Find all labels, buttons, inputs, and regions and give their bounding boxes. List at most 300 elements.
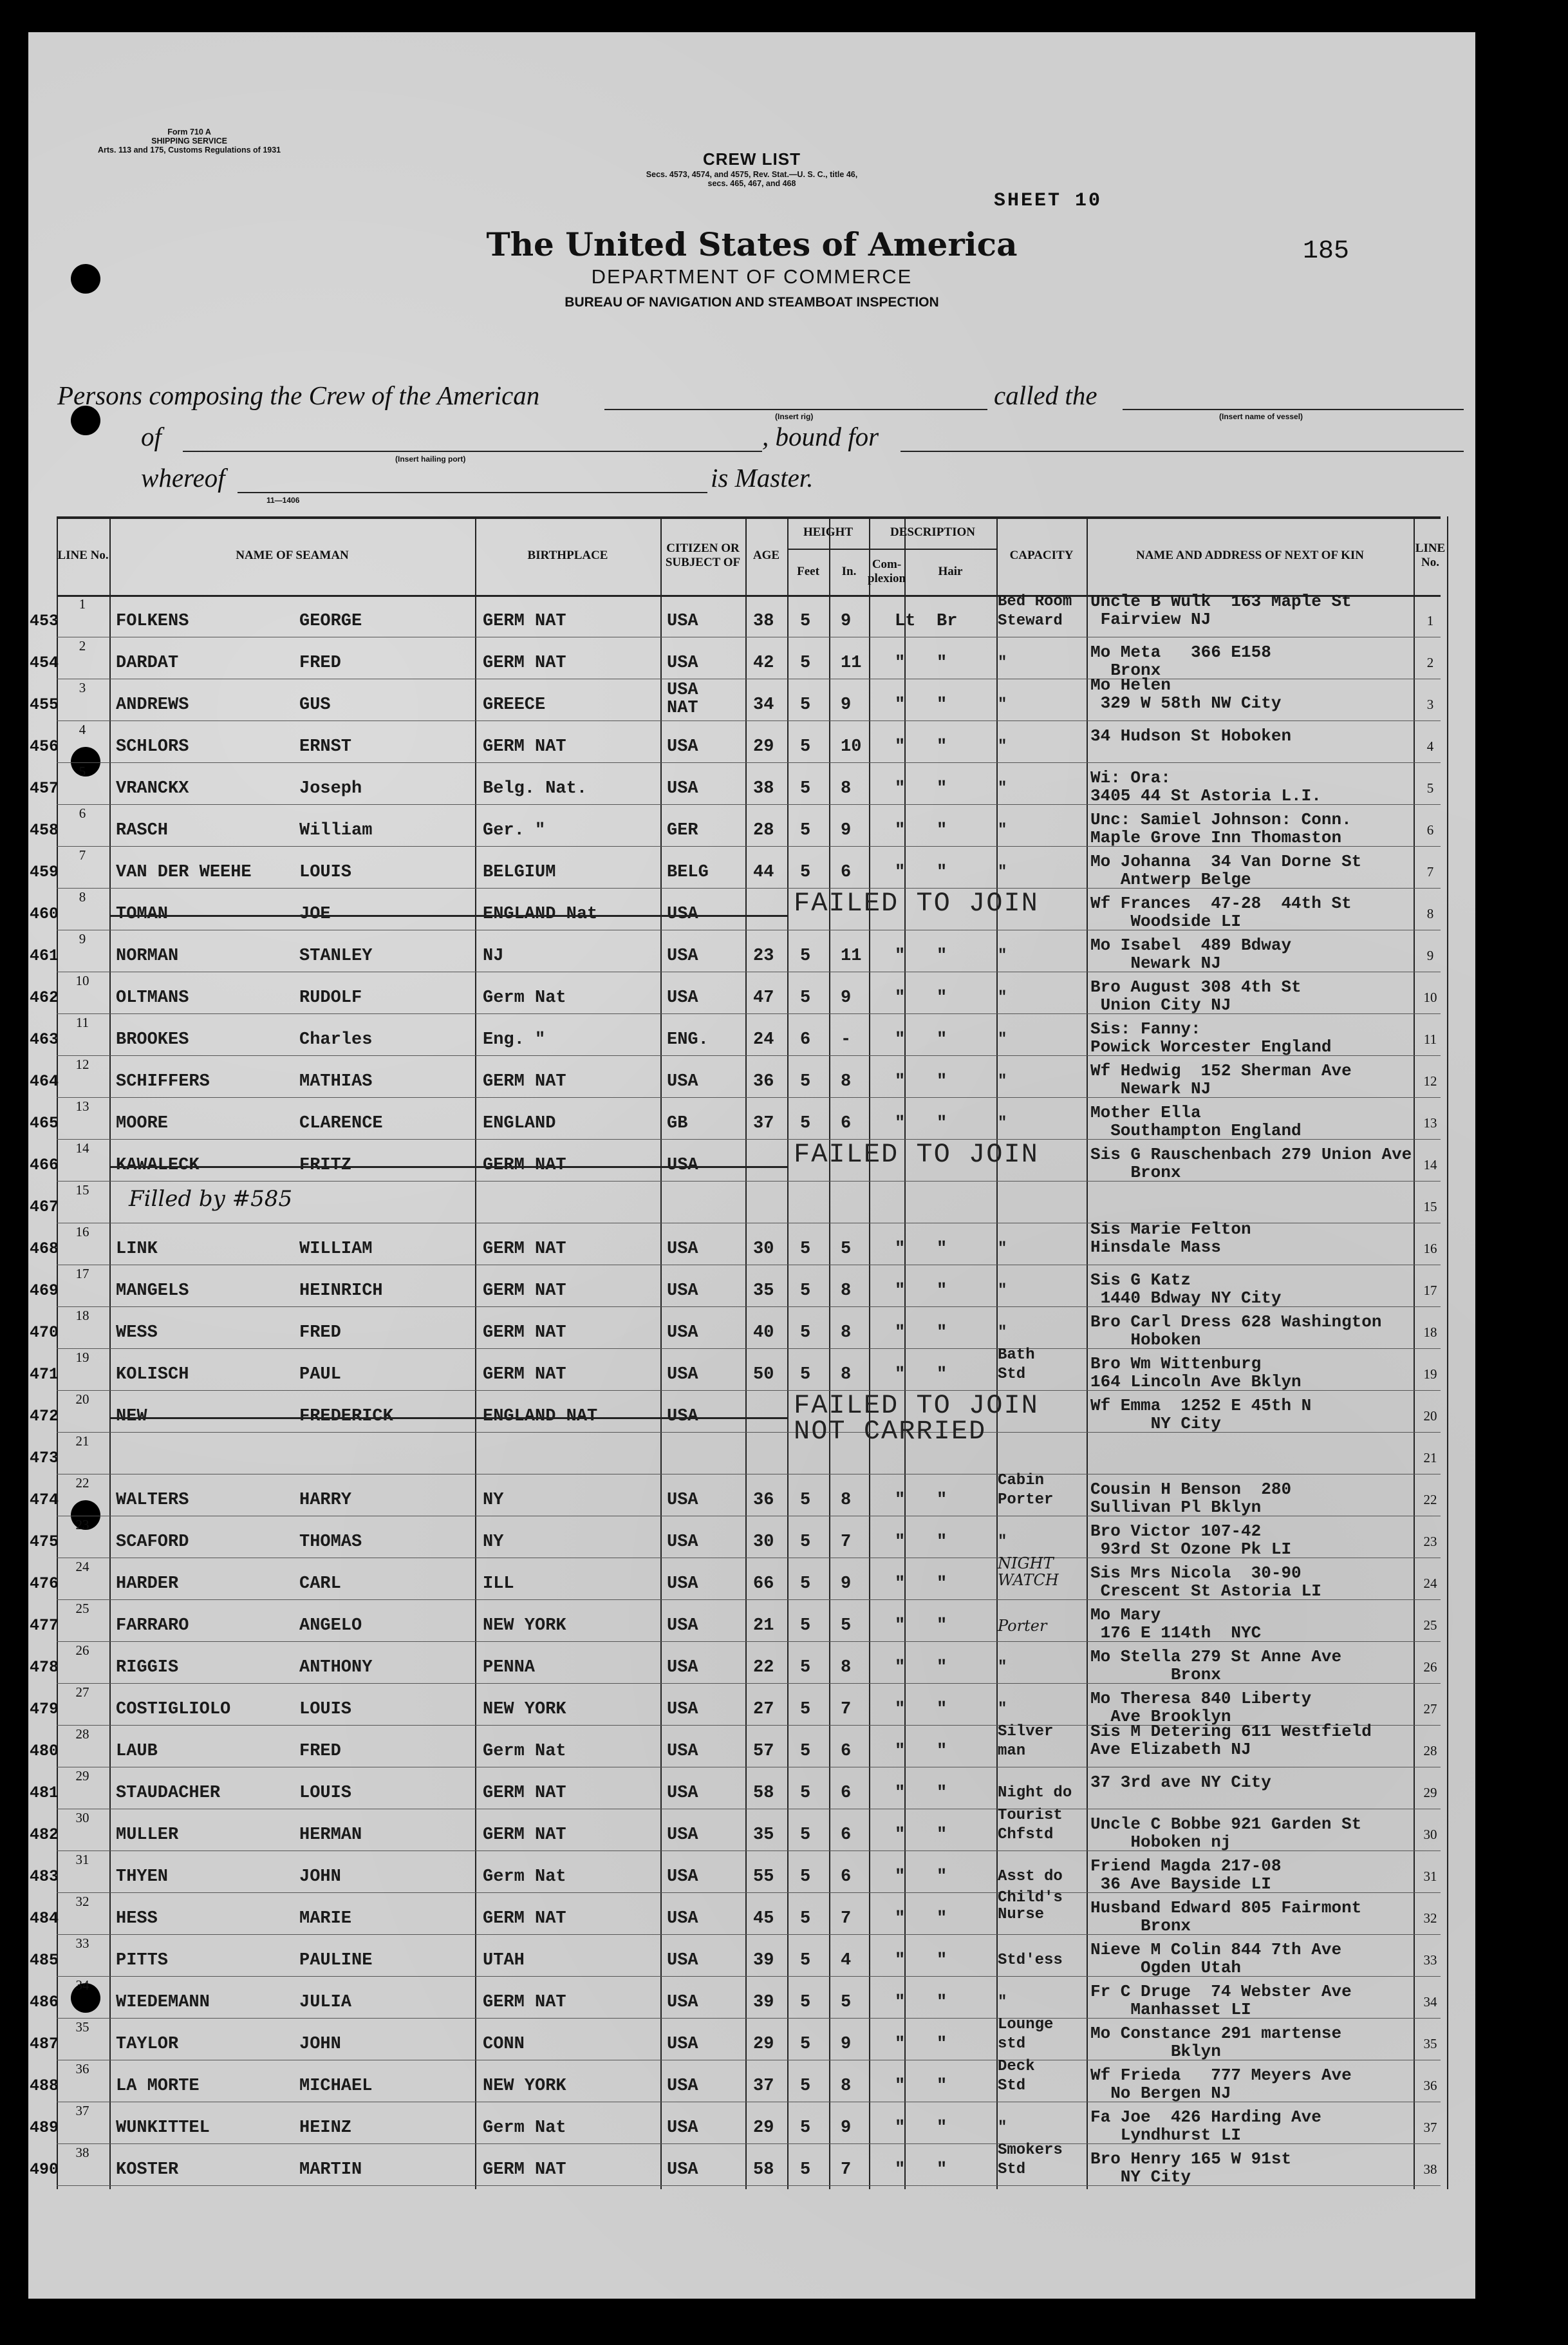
seaman-surname: OLTMANS: [116, 988, 189, 1008]
seaman-surname: LA MORTE: [116, 2077, 200, 2096]
of-label: of: [141, 422, 162, 451]
height-feet: 5: [800, 1616, 811, 1635]
insert-vessel-note: (Insert name of vessel): [1219, 412, 1303, 421]
seaman-given-name: LOUIS: [299, 863, 352, 882]
capacity: ": [998, 1073, 1007, 1090]
capacity: man: [998, 1742, 1026, 1760]
line-number: 23: [75, 1517, 89, 1532]
complexion: ": [895, 695, 906, 715]
crew-reference-number: 487: [30, 2035, 59, 2053]
line-number: 30: [75, 1810, 89, 1825]
height-feet: 5: [800, 612, 811, 631]
complexion: ": [895, 1993, 906, 2012]
crew-reference-number: 489: [30, 2118, 59, 2137]
line-number-right: 31: [1423, 1869, 1437, 1884]
hair: ": [937, 1909, 947, 1928]
seaman-surname: BROOKES: [116, 1030, 189, 1050]
hair: ": [937, 2035, 947, 2054]
seaman-given-name: CARL: [299, 1574, 341, 1594]
birthplace: ILL: [483, 1574, 514, 1594]
height-inches: 9: [841, 2118, 852, 2138]
line-number-right: 13: [1423, 1115, 1437, 1131]
complexion: ": [895, 2118, 906, 2138]
seaman-given-name: HEINZ: [299, 2118, 352, 2138]
seaman-given-name: ERNST: [299, 737, 352, 757]
birthplace: GERM NAT: [483, 1993, 566, 2012]
seaman-given-name: JOHN: [299, 1867, 341, 1887]
age: 39: [753, 1951, 774, 1970]
seaman-surname: DARDAT: [116, 654, 179, 673]
seaman-given-name: MICHAEL: [299, 2077, 373, 2096]
next-of-kin: Mo Constance 291 martense Bklyn: [1090, 2024, 1342, 2061]
complexion: ": [895, 1574, 906, 1594]
citizenship: USA: [667, 1323, 698, 1342]
seaman-given-name: LOUIS: [299, 1784, 352, 1803]
seaman-surname: WALTERS: [116, 1491, 189, 1510]
age: 57: [753, 1742, 774, 1761]
line-number: 4: [79, 722, 86, 737]
birthplace: GERM NAT: [483, 737, 566, 757]
birthplace: ENGLAND: [483, 1114, 556, 1133]
citizenship: USA: [667, 1784, 698, 1803]
birthplace: NEW YORK: [483, 1616, 566, 1635]
birthplace: Germ Nat: [483, 1867, 566, 1887]
citizenship: USA: [667, 1825, 698, 1845]
height-feet: 5: [800, 1532, 811, 1552]
capacity: Std: [998, 2077, 1026, 2095]
age: 23: [753, 946, 774, 966]
citizenship: USA: [667, 737, 698, 757]
capacity: ": [998, 654, 1007, 672]
height-inches: 8: [841, 1365, 852, 1384]
seaman-surname: HESS: [116, 1909, 158, 1928]
complexion: ": [895, 1658, 906, 1677]
is-master-label: is Master.: [711, 463, 814, 493]
crew-reference-number: 479: [30, 1700, 59, 1719]
next-of-kin: Husband Edward 805 Fairmont Bronx: [1090, 1898, 1362, 1935]
height-feet: 5: [800, 1825, 811, 1845]
seaman-given-name: CLARENCE: [299, 1114, 383, 1133]
birthplace: GERM NAT: [483, 2160, 566, 2180]
capacity: ": [998, 738, 1007, 755]
crew-reference-number: 475: [30, 1532, 59, 1551]
line-number: 34: [75, 1977, 89, 1993]
next-of-kin: Bro Victor 107-42 93rd St Ozone Pk LI: [1090, 1521, 1292, 1559]
height-inches: 8: [841, 1658, 852, 1677]
age: 36: [753, 1491, 774, 1510]
header-birthplace: BIRTHPLACE: [527, 549, 608, 562]
height-feet: 5: [800, 654, 811, 673]
crew-reference-number: 469: [30, 1281, 59, 1300]
height-inches: 6: [841, 1867, 852, 1887]
hair: ": [937, 737, 947, 757]
crew-reference-number: 484: [30, 1909, 59, 1928]
age: 58: [753, 2160, 774, 2180]
seaman-given-name: GEORGE: [299, 612, 362, 631]
complexion: ": [895, 1825, 906, 1845]
line-number: 9: [79, 931, 86, 946]
birthplace: PENNA: [483, 1658, 536, 1677]
birthplace: NEW YORK: [483, 2077, 566, 2096]
line-number-right: 26: [1423, 1659, 1437, 1675]
next-of-kin: Unc: Samiel Johnson: Conn. Maple Grove Inn Thomaston: [1090, 810, 1352, 847]
capacity: ": [998, 1240, 1007, 1257]
seaman-given-name: FRED: [299, 654, 341, 673]
capacity: Steward: [998, 612, 1063, 630]
header-next-of-kin: NAME AND ADDRESS OF NEXT OF KIN: [1135, 549, 1364, 562]
birthplace: GERM NAT: [483, 612, 566, 631]
height-feet: 5: [800, 779, 811, 798]
line-number-right: 18: [1423, 1324, 1437, 1340]
capacity: ": [998, 1115, 1007, 1132]
citizenship: USA: [667, 654, 698, 673]
hair: ": [937, 1951, 947, 1970]
height-inches: 10: [841, 737, 862, 757]
hair: ": [937, 1532, 947, 1552]
hair: ": [937, 1239, 947, 1259]
insert-port-note: (Insert hailing port): [395, 455, 466, 464]
hair: ": [937, 1030, 947, 1050]
line-number: 5: [79, 764, 86, 779]
seaman-given-name: PAULINE: [299, 1951, 373, 1970]
age: 30: [753, 1239, 774, 1259]
height-feet: 6: [800, 1030, 811, 1050]
seaman-surname: RASCH: [116, 821, 169, 840]
birthplace: GERM NAT: [483, 1825, 566, 1845]
hair: ": [937, 1658, 947, 1677]
crew-reference-number: 473: [30, 1449, 59, 1467]
capacity: Porter: [998, 1491, 1054, 1509]
next-of-kin: Bro August 308 4th St Union City NJ: [1090, 977, 1302, 1015]
line-number-right: 33: [1423, 1952, 1437, 1968]
height-inches: 8: [841, 1491, 852, 1510]
hair: ": [937, 1281, 947, 1301]
citizenship: USA: [667, 1951, 698, 1970]
next-of-kin: Wf Hedwig 152 Sherman Ave Newark NJ: [1090, 1061, 1352, 1098]
next-of-kin: Mo Theresa 840 Liberty Ave Brooklyn: [1090, 1689, 1312, 1726]
age: 37: [753, 2077, 774, 2096]
next-of-kin: Mo Helen 329 W 58th NW City: [1090, 675, 1282, 713]
age: 38: [753, 612, 774, 631]
capacity: ": [998, 1993, 1007, 2011]
line-number: 35: [75, 2019, 89, 2035]
citizenship: GB: [667, 1114, 688, 1133]
birthplace: GERM NAT: [483, 654, 566, 673]
hair: ": [937, 779, 947, 798]
crew-reference-number: 483: [30, 1867, 59, 1886]
citizenship: USA: [667, 1532, 698, 1552]
height-inches: 6: [841, 863, 852, 882]
line-number: 26: [75, 1643, 89, 1658]
capacity-line1: Bath: [998, 1346, 1035, 1364]
line-number: 15: [75, 1182, 89, 1198]
height-feet: 5: [800, 988, 811, 1008]
capacity: Porter: [998, 1617, 1047, 1635]
next-of-kin: Sis Mrs Nicola 30-90 Crescent St Astoria LI: [1090, 1563, 1321, 1601]
capacity: ": [998, 1031, 1007, 1048]
seaman-surname: MOORE: [116, 1114, 169, 1133]
next-of-kin: Sis G Katz 1440 Bdway NY City: [1090, 1270, 1282, 1308]
failed-to-join-stamp: FAILED TO JOIN: [794, 1139, 1039, 1170]
capacity: Std'ess: [998, 1952, 1063, 1969]
capacity-line1: Lounge: [998, 2016, 1054, 2033]
height-feet: 5: [800, 1365, 811, 1384]
line-number: 17: [75, 1266, 89, 1281]
birthplace: GERM NAT: [483, 1784, 566, 1803]
height-inches: 9: [841, 1574, 852, 1594]
citizenship: USA: [667, 905, 698, 924]
line-number: 12: [75, 1057, 89, 1072]
crew-reference-number: 478: [30, 1658, 59, 1677]
capacity-line1: Tourist: [998, 1807, 1063, 1824]
line-number-right: 16: [1423, 1241, 1437, 1256]
crew-list-document: [28, 32, 1475, 2299]
next-of-kin: Sis Marie Felton Hinsdale Mass: [1090, 1220, 1251, 1257]
header-name: NAME OF SEAMAN: [236, 549, 349, 562]
birthplace: NEW YORK: [483, 1700, 566, 1719]
height-inches: 7: [841, 2160, 852, 2180]
birthplace: Eng. ": [483, 1030, 546, 1050]
next-of-kin: Mo Stella 279 St Anne Ave Bronx: [1090, 1647, 1342, 1684]
bureau-heading: BUREAU OF NAVIGATION AND STEAMBOAT INSPECTION: [565, 295, 939, 310]
capacity: ": [998, 780, 1007, 797]
crew-reference-number: 462: [30, 988, 59, 1007]
complexion: ": [895, 1323, 906, 1342]
line-number-right: 23: [1423, 1534, 1437, 1549]
seaman-surname: KOSTER: [116, 2160, 179, 2180]
birthplace: Germ Nat: [483, 2118, 566, 2138]
birthplace: ENGLAND Nat: [483, 905, 598, 924]
capacity: ": [998, 1700, 1007, 1718]
hair: ": [937, 1867, 947, 1887]
line-number-right: 19: [1423, 1366, 1437, 1382]
header-height: HEIGHT: [803, 525, 854, 539]
complexion: ": [895, 1281, 906, 1301]
crew-reference-number: 486: [30, 1993, 59, 2011]
line-number-right: 2: [1426, 655, 1434, 670]
seaman-surname: VRANCKX: [116, 779, 189, 798]
line-number: 31: [75, 1852, 89, 1867]
height-feet: 5: [800, 946, 811, 966]
line-number-right: 12: [1423, 1073, 1437, 1089]
citizenship: ENG.: [667, 1030, 709, 1050]
birthplace: ENGLAND NAT: [483, 1407, 598, 1426]
crew-reference-number: 456: [30, 737, 59, 756]
seaman-given-name: RUDOLF: [299, 988, 362, 1008]
age: 36: [753, 1072, 774, 1091]
capacity: Std: [998, 1366, 1026, 1383]
line-number: 20: [75, 1391, 89, 1407]
line-number: 7: [79, 847, 86, 863]
next-of-kin: Sis G Rauschenbach 279 Union Ave Bronx: [1090, 1145, 1412, 1182]
seaman-given-name: HERMAN: [299, 1825, 362, 1845]
citizenship: USA: [667, 1993, 698, 2012]
line-number: 19: [75, 1350, 89, 1365]
line-number-right: 14: [1423, 1157, 1437, 1172]
line-number: 37: [75, 2103, 89, 2118]
next-of-kin: Mo Johanna 34 Van Dorne St Antwerp Belge: [1090, 852, 1362, 889]
next-of-kin: Friend Magda 217-08 36 Ave Bayside LI: [1090, 1856, 1282, 1894]
line-number-right: 38: [1423, 2161, 1437, 2177]
height-feet: 5: [800, 2035, 811, 2054]
line-number: 16: [75, 1224, 89, 1239]
seaman-surname: KAWALECK: [116, 1156, 200, 1175]
age: 66: [753, 1574, 774, 1594]
complexion: ": [895, 2035, 906, 2054]
height-feet: 5: [800, 1072, 811, 1091]
line-number-right: 8: [1426, 906, 1434, 921]
seaman-surname: MANGELS: [116, 1281, 189, 1301]
seaman-given-name: JOHN: [299, 2035, 341, 2054]
department-heading: DEPARTMENT OF COMMERCE: [591, 265, 913, 288]
citizenship: USA: [667, 1742, 698, 1761]
hair: Br: [937, 612, 958, 631]
age: 58: [753, 1784, 774, 1803]
next-of-kin: Bro Carl Dress 628 Washington Hoboken: [1090, 1312, 1382, 1350]
age: 55: [753, 1867, 774, 1887]
next-of-kin: 34 Hudson St Hoboken: [1090, 726, 1292, 746]
height-inches: 9: [841, 821, 852, 840]
line-number: 36: [75, 2061, 89, 2077]
crew-reference-number: 465: [30, 1114, 59, 1133]
crew-reference-number: 480: [30, 1742, 59, 1760]
line-number-right: 17: [1423, 1283, 1437, 1298]
header-feet: Feet: [797, 565, 819, 578]
birthplace: UTAH: [483, 1951, 525, 1970]
height-inches: 7: [841, 1700, 852, 1719]
line-number-right: 9: [1426, 948, 1434, 963]
seaman-surname: VAN DER WEEHE: [116, 863, 252, 882]
crew-reference-number: 468: [30, 1239, 59, 1258]
header-hair: Hair: [938, 565, 963, 578]
birthplace: GERM NAT: [483, 1072, 566, 1091]
crew-reference-number: 455: [30, 695, 59, 714]
statute-references: Secs. 4573, 4574, and 4575, Rev. Stat.—U. S. C., title 46, secs. 465, 467, and 468: [646, 170, 858, 188]
handwritten-note: Filled by #585: [129, 1186, 293, 1212]
height-feet: 5: [800, 1867, 811, 1887]
line-number: 21: [75, 1433, 89, 1449]
seaman-surname: WUNKITTEL: [116, 2118, 210, 2138]
line-number-right: 32: [1423, 1910, 1437, 1926]
citizenship: USA: [667, 1239, 698, 1259]
header-citizen: CITIZEN OR SUBJECT OF: [665, 542, 741, 569]
crew-reference-number: 464: [30, 1072, 59, 1091]
seaman-surname: SCHLORS: [116, 737, 189, 757]
capacity: ": [998, 1282, 1007, 1299]
line-number-right: 21: [1423, 1450, 1437, 1465]
seaman-surname: TAYLOR: [116, 2035, 179, 2054]
next-of-kin: Mo Meta 366 E158 Bronx: [1090, 643, 1271, 680]
complexion: ": [895, 1491, 906, 1510]
whereof-label: whereof: [141, 463, 225, 493]
height-inches: -: [841, 1030, 852, 1050]
hair: ": [937, 1365, 947, 1384]
hair: ": [937, 2118, 947, 2138]
age: 38: [753, 779, 774, 798]
seaman-surname: PITTS: [116, 1951, 169, 1970]
height-feet: 5: [800, 1993, 811, 2012]
height-feet: 5: [800, 1658, 811, 1677]
line-number: 22: [75, 1475, 89, 1491]
birthplace: GREECE: [483, 695, 546, 715]
birthplace: GERM NAT: [483, 1909, 566, 1928]
seaman-surname: LINK: [116, 1239, 158, 1259]
complexion: ": [895, 2077, 906, 2096]
line-number-right: 4: [1426, 739, 1434, 754]
age: 37: [753, 1114, 774, 1133]
height-inches: 8: [841, 1323, 852, 1342]
line-number: 3: [79, 680, 86, 695]
bound-for-label: , bound for: [762, 422, 879, 451]
citizenship: USA: [667, 1156, 698, 1175]
hair: ": [937, 654, 947, 673]
failed-to-join-stamp: FAILED TO JOIN: [794, 888, 1039, 919]
seaman-surname: WIEDEMANN: [116, 1993, 210, 2012]
line-number-right: 15: [1423, 1199, 1437, 1214]
hair: ": [937, 2077, 947, 2096]
citizenship: USA: [667, 2077, 698, 2096]
birthplace: GERM NAT: [483, 1281, 566, 1301]
hair: ": [937, 821, 947, 840]
line-number-right: 22: [1423, 1492, 1437, 1507]
line-number: 27: [75, 1684, 89, 1700]
crew-reference-number: 453: [30, 612, 59, 630]
seaman-surname: HARDER: [116, 1574, 179, 1594]
capacity-line1: Deck: [998, 2058, 1035, 2075]
height-feet: 5: [800, 695, 811, 715]
citizenship: USA: [667, 988, 698, 1008]
line-number-right: 27: [1423, 1701, 1437, 1717]
line-number: 32: [75, 1894, 89, 1909]
height-feet: 5: [800, 1114, 811, 1133]
seaman-surname: FOLKENS: [116, 612, 189, 631]
crew-reference-number: 463: [30, 1030, 59, 1049]
crew-reference-number: 470: [30, 1323, 59, 1342]
form-identifier: Form 710 A SHIPPING SERVICE Arts. 113 and 175, Customs Regulations of 1931: [98, 127, 281, 155]
seaman-surname: RIGGIS: [116, 1658, 179, 1677]
next-of-kin: Mother Ella Southampton England: [1090, 1103, 1302, 1140]
capacity: ": [998, 989, 1007, 1006]
complexion: ": [895, 1951, 906, 1970]
birthplace: CONN: [483, 2035, 525, 2054]
citizenship: USA: [667, 1281, 698, 1301]
capacity-line1: Cabin: [998, 1472, 1045, 1489]
hair: ": [937, 1742, 947, 1761]
height-inches: 9: [841, 988, 852, 1008]
seaman-given-name: FREDERICK: [299, 1407, 393, 1426]
capacity: Std: [998, 2161, 1026, 2178]
citizenship: USA: [667, 1909, 698, 1928]
seaman-given-name: FRED: [299, 1742, 341, 1761]
hair: ": [937, 1072, 947, 1091]
seaman-given-name: STANLEY: [299, 946, 373, 966]
height-feet: 5: [800, 1239, 811, 1259]
crew-reference-number: 477: [30, 1616, 59, 1635]
line-number: 33: [75, 1935, 89, 1951]
crew-reference-number: 472: [30, 1407, 59, 1426]
age: 27: [753, 1700, 774, 1719]
birthplace: Germ Nat: [483, 988, 566, 1008]
line-number: 29: [75, 1768, 89, 1784]
complexion: ": [895, 1072, 906, 1091]
line-number-right: 28: [1423, 1743, 1437, 1758]
line-number-right: 25: [1423, 1617, 1437, 1633]
height-inches: 8: [841, 779, 852, 798]
seaman-given-name: JULIA: [299, 1993, 352, 2012]
seaman-surname: MULLER: [116, 1825, 179, 1845]
complexion: ": [895, 1784, 906, 1803]
crew-table: [30, 491, 1446, 2189]
